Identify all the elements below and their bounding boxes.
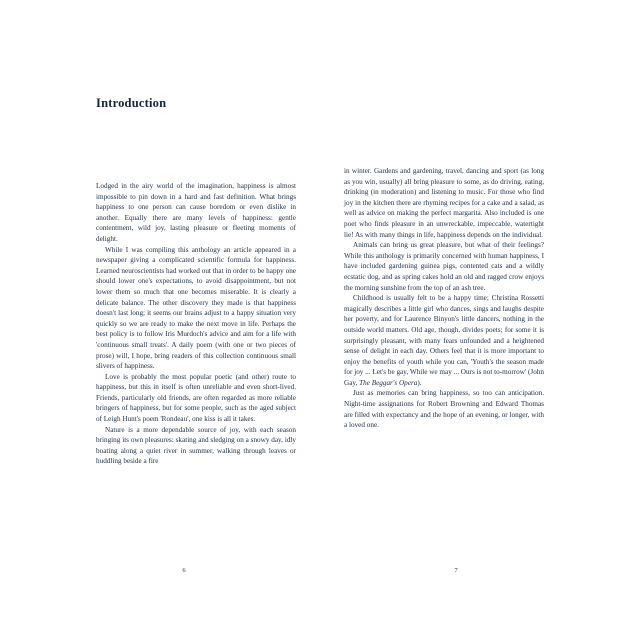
left-page (48, 0, 320, 640)
paragraph: Childhood is usually felt to be a happy time; Christina Rossetti magically describes a little girl who dances, sings and laughs despite her poverty, and for Laurence Binyon's little dancers, nothing in the outside world matters. Old age, though, divides poets; for some it is surprisingly pleasant, with many fears unfounded and a heightened sense of delight in each day. Others feel that it is more important to enjoy the benefits of youth while you can, 'Youth's the season made for joy ... Let's be gay, While we may ... Ours is not to-morrow' (John Gay, The Beggar's Opera). (344, 294, 544, 387)
paragraph: Nature is a more dependable source of joy, with each season bringing its own pleasures: skating and sledging on a snowy day, idly boating along a quiet river in summer, walking through leaves or huddling beside a fire (96, 425, 296, 466)
paragraph: in winter. Gardens and gardening, travel, dancing and sport (as long as you win, usually) all bring pleasure to some, as do driving, eating, drinking (in moderation) and listening to music. For those who find joy in the kitchen there are rhyming recipes for a cake and a salad, as well as advice on making the perfect margarita. Also included is one poet who finds pleasure in an unwreckable, impeccable, watertight lie! As with many things in life, happiness depends on the individual. (344, 167, 544, 239)
page-number-right: 7 (454, 567, 458, 574)
page-title: Introduction (96, 96, 167, 110)
paragraph: While I was compiling this anthology an article appeared in a newspaper giving a complicated scientific formula for happiness. Learned neuroscientists had worked out that in order to be happy one should lower one's expectations, to avoid disappointment, but not lower them so much that one becomes miserable. It is clearly a delicate balance. The other discovery they made is that happiness doesn't last long; it seems our brains adjust to a happy situation very quickly so we are ready to make the next move in life. Perhaps the best policy is to follow Iris Murdoch's advice and aim for a life with 'continuous small treats'. A daily poem (with one or two pieces of prose) will, I hope, bring readers of this collection continuous small slivers of happiness. (96, 245, 296, 371)
paragraph: Animals can bring us great pleasure, but what of their feelings? While this anthology is primarily concerned with human happiness, I have included gardening guinea pigs, contented cats and a wildly ecstatic dog, and as spring cakes hold an old and ragged crow enjoys the morning sunshine from the top of an ash tree. (344, 241, 544, 292)
paragraph: Just as memories can bring happiness, so too can anticipation. Night-time assignations for Robert Browning and Edward Thomas are filled with expectancy and the hope of an evening, or longer, with a loved one. (344, 389, 544, 430)
paragraph: Love is probably the most popular poetic (and other) route to happiness, but this in itself is often unreliable and even short-lived. Friends, particularly old friends, are often regarded as more reliable bringers of happiness, but for some people, such as the aged subject of Leigh Hunt's poem 'Rondeau', one kiss is all it takes. (96, 372, 296, 424)
page-number-left: 6 (182, 567, 186, 574)
right-page-body (344, 166, 544, 431)
right-page (320, 0, 592, 640)
italic-title: The Beggar's Opera (359, 378, 418, 387)
paragraph: Lodged in the airy world of the imagination, happiness is almost impossible to pin down in a hard and fast definition. What brings happiness to one person can cause boredom or even dislike in another. Equally there are many levels of happiness: gentle contentment, wild joy, lasting pleasure or fleeting moments of delight. (96, 182, 296, 243)
left-page-body (96, 181, 296, 467)
